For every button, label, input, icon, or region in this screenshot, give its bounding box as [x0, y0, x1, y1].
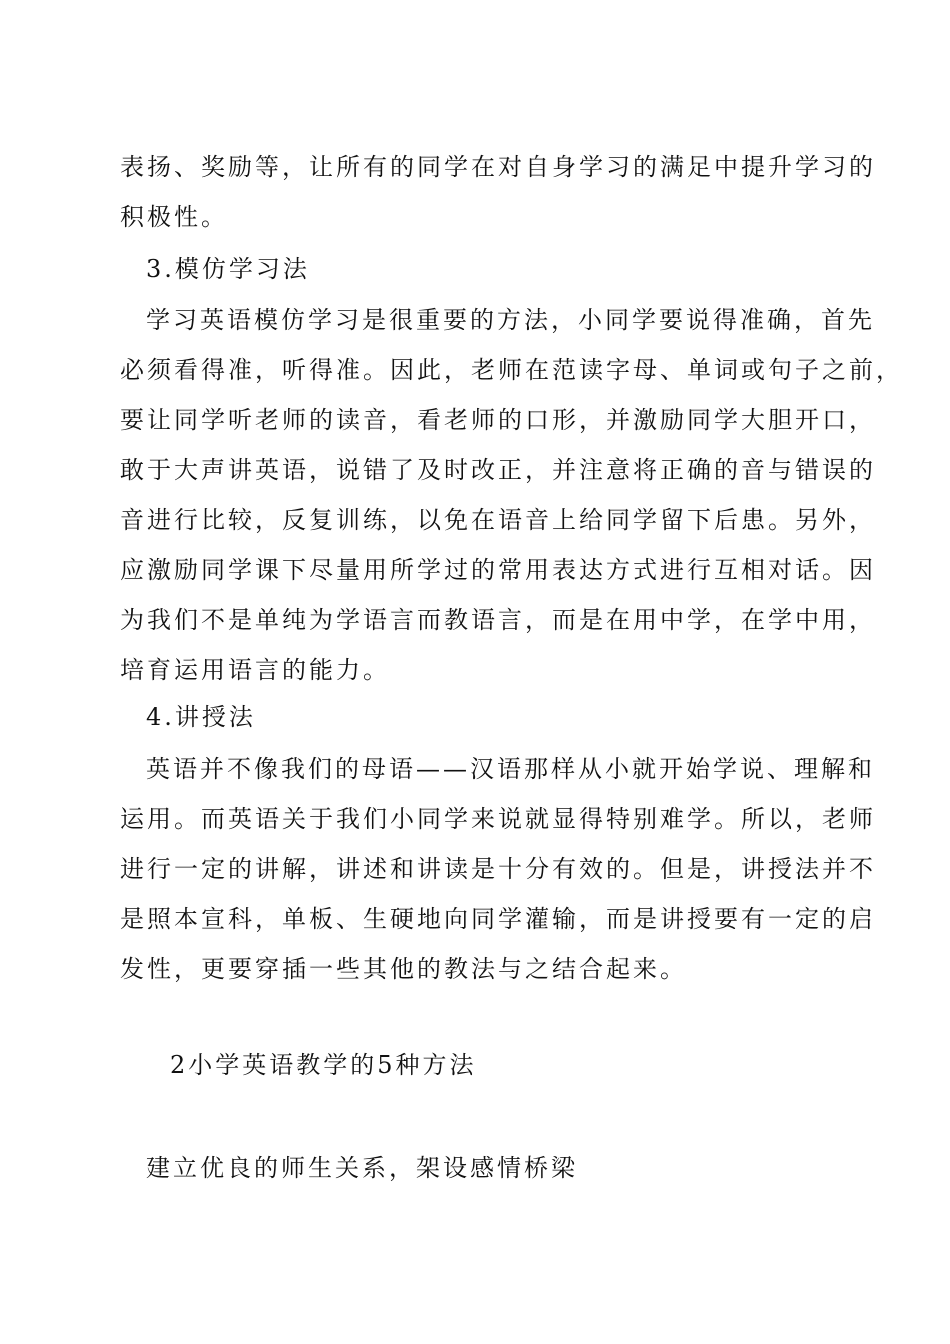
section-heading-lecture: 4.讲授法: [146, 703, 256, 731]
text-line: 表扬、奖励等，让所有的同学在对自身学习的满足中提升学习的: [120, 153, 876, 181]
text-line: 英语并不像我们的母语——汉语那样从小就开始学说、理解和: [146, 755, 875, 783]
text-line: 要让同学听老师的读音，看老师的口形，并激励同学大胆开口，: [120, 406, 876, 434]
text-line: 进行一定的讲解，讲述和讲读是十分有效的。但是，讲授法并不: [120, 855, 876, 883]
text-line: 应激励同学课下尽量用所学过的常用表达方式进行互相对话。因: [120, 556, 876, 584]
text-line: 培育运用语言的能力。: [120, 656, 390, 684]
section-title: 2小学英语教学的5种方法: [170, 1051, 477, 1079]
text-line: 发性，更要穿插一些其他的教法与之结合起来。: [120, 955, 687, 983]
text-line: 运用。而英语关于我们小同学来说就显得特别难学。所以，老师: [120, 805, 876, 833]
section-heading-imitation: 3.模仿学习法: [146, 255, 310, 283]
text-line: 敢于大声讲英语，说错了及时改正，并注意将正确的音与错误的: [120, 456, 876, 484]
text-line: 为我们不是单纯为学语言而教语言，而是在用中学，在学中用，: [120, 606, 876, 634]
text-line: 音进行比较，反复训练，以免在语音上给同学留下后患。另外，: [120, 506, 876, 534]
text-line: 必须看得准，听得准。因此，老师在范读字母、单词或句子之前，: [120, 356, 903, 384]
text-line: 积极性。: [120, 203, 228, 231]
text-line: 学习英语模仿学习是很重要的方法，小同学要说得准确，首先: [146, 306, 875, 334]
text-line: 是照本宣科，单板、生硬地向同学灌输，而是讲授要有一定的启: [120, 905, 876, 933]
subsection-title: 建立优良的师生关系，架设感情桥梁: [146, 1154, 578, 1182]
